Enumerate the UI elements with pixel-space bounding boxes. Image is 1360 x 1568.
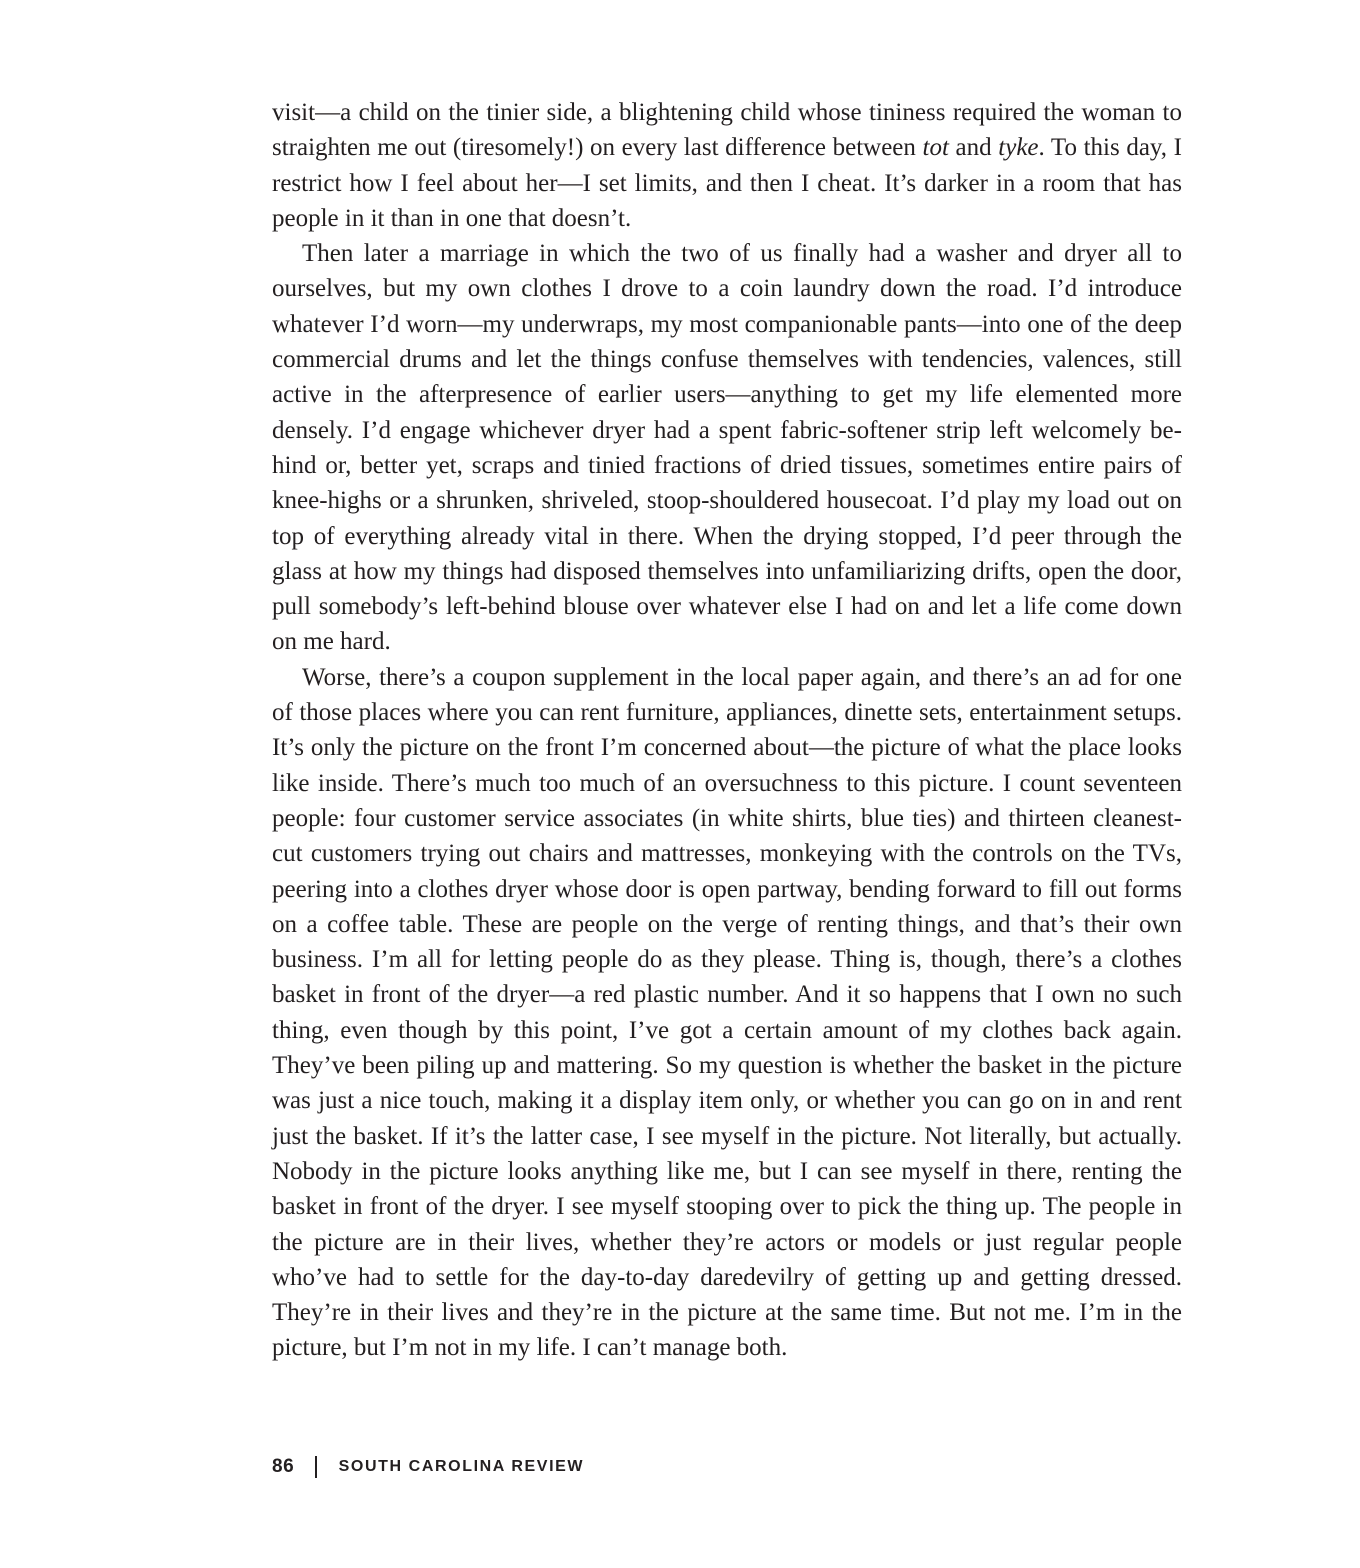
- journal-name: SOUTH CAROLINA REVIEW: [338, 1458, 585, 1475]
- paragraph-3: Worse, there’s a coupon supplement in the local paper again, and there’s an ad for one of those places where you can rent furniture, appliances, dinette sets, entertainment setups. It’s only the picture on the front I’m concerned about—the picture of what the place looks like inside. There’s much too much of an oversuchness to this picture. I count seventeen people: four customer service associates (in white shirts, blue ties) and thirteen cleanest-cut customers trying out chairs and mattresses, monkeying with the controls on the TVs, peering into a clothes dryer whose door is open partway, bending forward to fill out forms on a coffee table. These are people on the verge of renting things, and that’s their own business. I’m all for letting people do as they please. Thing is, though, there’s a clothes basket in front of the dryer—a red plastic number. And it so happens that I own no such thing, even though by this point, I’ve got a certain amount of my clothes back again. They’ve been piling up and mattering. So my question is whether the basket in the picture was just a nice touch, making it a display item only, or whether you can go on in and rent just the basket. If it’s the latter case, I see myself in the picture. Not literally, but actually. Nobody in the picture looks anything like me, but I can see myself in there, renting the basket in front of the dryer. I see myself stooping over to pick the thing up. The people in the picture are in their lives, whether they’re actors or models or just regular people who’ve had to settle for the day-to-day daredevilry of getting up and getting dressed. They’re in their lives and they’re in the picture at the same time. But not me. I’m in the picture, but I’m not in my life. I can’t manage both.: [272, 663, 1182, 1362]
- page-number: 86: [272, 1456, 295, 1477]
- paragraph-1-text-b: and: [948, 134, 999, 162]
- italic-word-tyke: tyke: [998, 134, 1039, 162]
- article-body: [272, 95, 1182, 1366]
- paragraph-1-text-c: . To this day, I restrict how I feel about her—I set limits, and then I cheat. It’s darker in a room that has people in it than in one that doesn’t.: [272, 134, 1182, 232]
- paragraph-1-text-a: visit—a child on the tinier side, a blightening child whose tininess required the woman to straighten me out (tiresomely!) on every last difference between: [272, 99, 1182, 162]
- footer-divider: [315, 1456, 317, 1478]
- paragraph-1: [272, 95, 1182, 236]
- paragraph-2: Then later a marriage in which the two of us finally had a washer and dryer all to ourselves, but my own clothes I drove to a coin laundry down the road. I’d introduce whatever I’d worn—my underwraps, my most companionable pants—into one of the deep commercial drums and let the things confuse themselves with tendencies, valences, still active in the afterpresence of earlier users—anything to get my life elemented more densely. I’d engage whichever dryer had a spent fabric-softener strip left welcomely behind or, better yet, scraps and tinied fractions of dried tissues, sometimes entire pairs of knee-highs or a shrunken, shriveled, stoop-shouldered housecoat. I’d play my load out on top of everything already vital in there. When the drying stopped, I’d peer through the glass at how my things had disposed themselves into unfamiliarizing drifts, open the door, pull somebody’s left-behind blouse over whatever else I had on and let a life come down on me hard.: [272, 240, 1182, 656]
- page-footer: [272, 1456, 584, 1478]
- italic-word-tot: tot: [922, 134, 949, 162]
